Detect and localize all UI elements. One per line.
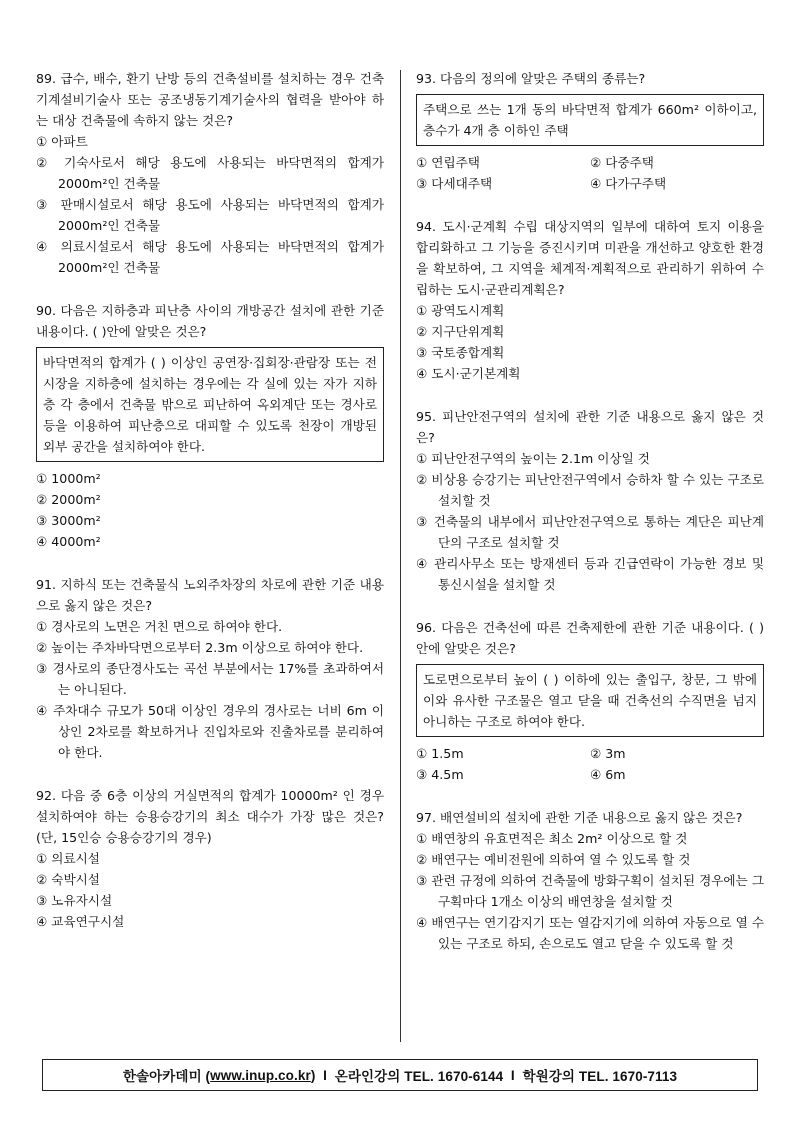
answer-option[interactable]: ① 경사로의 노면은 거친 면으로 하여야 한다. — [36, 619, 283, 634]
answer-option[interactable]: ③ 판매시설로서 해당 용도에 사용되는 바닥면적의 합계가 2000m²인 건축물 — [36, 197, 384, 233]
column-divider — [400, 70, 401, 1042]
question-94 — [416, 216, 764, 384]
answer-option[interactable]: ④ 의료시설로서 해당 용도에 사용되는 바닥면적의 합계가 2000m²인 건축물 — [36, 239, 384, 275]
reference-box: 바닥면적의 합계가 ( ) 이상인 공연장·집회장·관람장 또는 전시장을 지하층에 설치하는 경우에는 각 실에 있는 자가 지하층 각 층에서 건축물 밖으로 피난하여 옥외계단 또는 경사로 등을 이용하여 피난층으로 대피할 수 있도록 천장이 개방된 외부 공간을 설치하여야 한다. — [36, 347, 384, 462]
question-89 — [36, 68, 384, 278]
question-stem: 97. 배연설비의 설치에 관한 기준 내용으로 옳지 않은 것은? — [416, 810, 743, 825]
answer-option[interactable]: ③ 관련 규정에 의하여 건축물에 방화구획이 설치된 경우에는 그 구획마다 1개소 이상의 배연창을 설치할 것 — [416, 873, 764, 909]
answer-option[interactable]: ② 3m — [590, 746, 626, 761]
answer-option[interactable]: ④ 6m — [590, 767, 626, 782]
footer-separator: I — [315, 1067, 335, 1083]
answer-option[interactable]: ③ 다세대주택 — [416, 176, 493, 191]
answer-option[interactable]: ② 배연구는 예비전원에 의하여 열 수 있도록 할 것 — [416, 852, 691, 867]
question-stem: 94. 도시·군계획 수립 대상지역의 일부에 대하여 토지 이용을 합리화하고 그 기능을 증진시키며 미관을 개선하고 양호한 환경을 확보하여, 그 지역을 체계적·계획적으로 관리하기 위하여 수립하는 도시·군관리계획은? — [416, 219, 764, 297]
answer-option[interactable]: ③ 국토종합계획 — [416, 345, 505, 360]
reference-box: 도로면으로부터 높이 ( ) 이하에 있는 출입구, 창문, 그 밖에 이와 유사한 구조물은 열고 닫을 때 건축선의 수직면을 넘지 아니하는 구조로 하여야 한다. — [416, 664, 764, 737]
answer-option[interactable]: ③ 건축물의 내부에서 피난안전구역으로 통하는 계단은 피난계단의 구조로 설치할 것 — [416, 514, 764, 550]
footer-website-link[interactable]: www.inup.co.kr — [210, 1067, 311, 1083]
footer-banner — [42, 1059, 758, 1091]
answer-option[interactable]: ① 배연창의 유효면적은 최소 2m² 이상으로 할 것 — [416, 831, 688, 846]
question-96 — [416, 617, 764, 785]
answer-option[interactable]: ④ 교육연구시설 — [36, 914, 125, 929]
answer-option[interactable]: ③ 4.5m — [416, 767, 464, 782]
answer-option[interactable]: ④ 배연구는 연기감지기 또는 열감지기에 의하여 자동으로 열 수 있는 구조로 하되, 손으로도 열고 닫을 수 있도록 할 것 — [416, 915, 764, 951]
right-column — [416, 68, 764, 976]
question-90 — [36, 300, 384, 552]
question-stem: 90. 다음은 지하층과 피난층 사이의 개방공간 설치에 관한 기준 내용이다. ( )안에 알맞은 것은? — [36, 303, 384, 339]
left-column — [36, 68, 384, 954]
answer-option[interactable]: ④ 관리사무소 또는 방재센터 등과 긴급연락이 가능한 경보 및 통신시설을 설치할 것 — [416, 556, 764, 592]
question-stem: 92. 다음 중 6층 이상의 거실면적의 합계가 10000m² 인 경우 설치하여야 하는 승용승강기의 최소 대수가 가장 많은 것은? (단, 15인승 승용승강기의 경우) — [36, 788, 384, 845]
answer-option[interactable]: ④ 도시·군기본계획 — [416, 366, 521, 381]
answer-option[interactable]: ② 비상용 승강기는 피난안전구역에서 승하차 할 수 있는 구조로 설치할 것 — [416, 472, 764, 508]
answer-option[interactable]: ④ 4000m² — [36, 534, 101, 549]
option-row — [416, 173, 764, 194]
answer-option[interactable]: ① 1000m² — [36, 471, 101, 486]
answer-option[interactable]: ① 아파트 — [36, 134, 88, 149]
answer-option[interactable]: ③ 경사로의 종단경사도는 곡선 부분에서는 17%를 초과하여서는 아니된다. — [36, 661, 384, 697]
option-row — [416, 152, 764, 173]
question-stem: 91. 지하식 또는 건축물식 노외주차장의 차로에 관한 기준 내용으로 옳지 않은 것은? — [36, 577, 384, 613]
option-row — [416, 743, 764, 764]
footer-academy: 한솔아카데미 ( — [122, 1069, 211, 1084]
answer-option[interactable]: ② 높이는 주차바닥면으로부터 2.3m 이상으로 하여야 한다. — [36, 640, 364, 655]
answer-option[interactable]: ① 피난안전구역의 높이는 2.1m 이상일 것 — [416, 451, 650, 466]
question-stem: 89. 급수, 배수, 환기 난방 등의 건축설비를 설치하는 경우 건축기계설비기술사 또는 공조냉동기계기술사의 협력을 받아야 하는 대상 건축물에 속하지 않는 것은? — [36, 71, 384, 128]
footer-online-tel: 온라인강의 TEL. 1670-6144 — [334, 1069, 504, 1084]
question-stem: 96. 다음은 건축선에 따른 건축제한에 관한 기준 내용이다. ( )안에 알맞은 것은? — [416, 620, 764, 656]
answer-option[interactable]: ② 지구단위계획 — [416, 324, 505, 339]
answer-option[interactable]: ③ 노유자시설 — [36, 893, 113, 908]
reference-box: 주택으로 쓰는 1개 동의 바닥면적 합계가 660m² 이하이고, 층수가 4개 층 이하인 주택 — [416, 94, 764, 146]
answer-option[interactable]: ① 연립주택 — [416, 155, 480, 170]
question-91 — [36, 574, 384, 763]
answer-option[interactable]: ① 광역도시계획 — [416, 303, 505, 318]
answer-option[interactable]: ④ 주차대수 규모가 50대 이상인 경우의 경사로는 너비 6m 이상인 2차로를 확보하거나 진입차로와 진출차로를 분리하여야 한다. — [36, 703, 384, 760]
question-95 — [416, 406, 764, 595]
footer-paren: ) — [310, 1067, 316, 1083]
question-stem: 95. 피난안전구역의 설치에 관한 기준 내용으로 옳지 않은 것은? — [416, 409, 764, 445]
question-92 — [36, 785, 384, 932]
answer-option[interactable]: ② 숙박시설 — [36, 872, 100, 887]
option-row — [416, 764, 764, 785]
answer-option[interactable]: ④ 다가구주택 — [590, 176, 667, 191]
answer-option[interactable]: ② 다중주택 — [590, 155, 654, 170]
question-97 — [416, 807, 764, 954]
answer-option[interactable]: ① 의료시설 — [36, 851, 100, 866]
answer-option[interactable]: ② 2000m² — [36, 492, 101, 507]
answer-option[interactable]: ① 1.5m — [416, 746, 464, 761]
footer-separator: I — [503, 1067, 523, 1083]
answer-option[interactable]: ② 기숙사로서 해당 용도에 사용되는 바닥면적의 합계가 2000m²인 건축물 — [36, 155, 384, 191]
answer-option[interactable]: ③ 3000m² — [36, 513, 101, 528]
question-stem: 93. 다음의 정의에 알맞은 주택의 종류는? — [416, 71, 646, 86]
footer-offline-tel: 학원강의 TEL. 1670-7113 — [522, 1069, 678, 1084]
question-93 — [416, 68, 764, 194]
